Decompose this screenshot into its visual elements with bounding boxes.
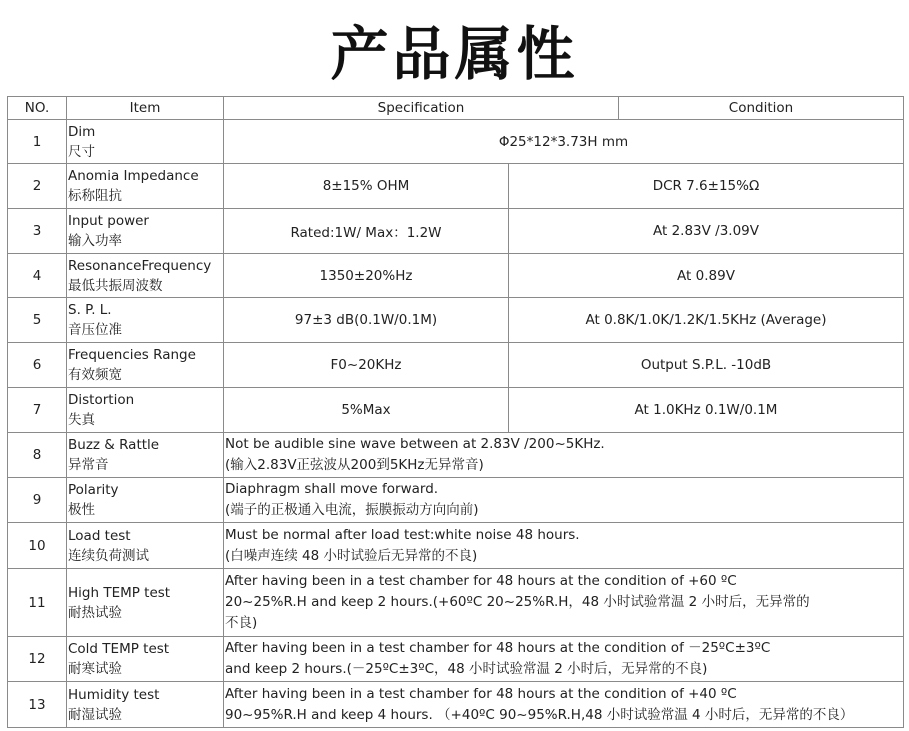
table-row	[8, 637, 904, 682]
item-cell	[67, 569, 224, 637]
spec-notes	[224, 433, 904, 478]
item-cell	[67, 343, 224, 388]
table-row	[8, 478, 904, 523]
table-row	[8, 682, 904, 728]
item-name-cn: 极性	[68, 502, 95, 518]
note-line: 90~95%R.H and keep 4 hours. （+40ºC 90~95%R.H,48 小时试验常温 4 小时后，无异常的不良）	[225, 706, 854, 723]
item-cell	[67, 164, 224, 209]
spec-value: 1350±20%Hz	[224, 254, 509, 298]
condition-value: At 2.83V /3.09V	[509, 209, 904, 254]
table-row	[8, 209, 904, 254]
item-cell	[67, 298, 224, 343]
item-name-cn: 音压位准	[68, 322, 122, 338]
item-name-cn: 异常音	[68, 457, 109, 473]
note-line: Must be normal after load test:white noise 48 hours.	[225, 526, 580, 543]
item-cell	[67, 682, 224, 728]
row-number: 1	[8, 120, 67, 164]
row-number: 3	[8, 209, 67, 254]
row-number: 11	[8, 569, 67, 637]
table-row	[8, 433, 904, 478]
row-number: 13	[8, 682, 67, 728]
header-condition: Condition	[619, 97, 904, 120]
condition-value: Output S.P.L. -10dB	[509, 343, 904, 388]
row-number: 8	[8, 433, 67, 478]
item-name-cn: 尺寸	[68, 143, 95, 160]
spec-notes	[224, 637, 904, 682]
note-line: (输入2.83V正弦波从200到5KHz无异常音)	[225, 457, 484, 473]
note-line: Diaphragm shall move forward.	[225, 481, 439, 497]
spec-notes	[224, 569, 904, 637]
item-name-cn: 失真	[68, 412, 95, 428]
table-row	[8, 523, 904, 569]
header-item: Item	[67, 97, 224, 120]
item-cell	[67, 254, 224, 298]
spec-value: Rated:1W/ Max：1.2W	[224, 209, 509, 254]
row-number: 12	[8, 637, 67, 682]
row-number: 2	[8, 164, 67, 209]
row-number: 6	[8, 343, 67, 388]
table-row	[8, 343, 904, 388]
note-line: After having been in a test chamber for 48 hours at the condition of －25ºC±3ºC	[225, 640, 771, 656]
item-cell	[67, 478, 224, 523]
item-cell	[67, 209, 224, 254]
item-name-en: Distortion	[68, 392, 135, 408]
table-header-row	[8, 97, 904, 120]
note-line: (白噪声连续 48 小时试验后无异常的不良)	[225, 547, 478, 564]
row-number: 5	[8, 298, 67, 343]
row-number: 4	[8, 254, 67, 298]
condition-value: DCR 7.6±15%Ω	[509, 164, 904, 209]
note-line: After having been in a test chamber for 48 hours at the condition of +60 ºC	[225, 573, 737, 589]
note-line: (端子的正极通入电流，振膜振动方向向前)	[225, 502, 479, 518]
table-row	[8, 388, 904, 433]
item-cell	[67, 388, 224, 433]
item-name-en: Anomia Impedance	[68, 168, 199, 184]
item-name-cn: 有效频宽	[68, 367, 122, 383]
spec-notes	[224, 523, 904, 569]
item-name-cn: 标称阻抗	[68, 188, 122, 204]
item-name-en: S. P. L.	[68, 302, 112, 318]
spec-table	[7, 96, 904, 728]
row-number: 7	[8, 388, 67, 433]
table-row	[8, 254, 904, 298]
spec-notes	[224, 478, 904, 523]
table-row	[8, 120, 904, 164]
spec-value: Φ25*12*3.73H mm	[224, 120, 904, 164]
note-line: 不良)	[225, 615, 258, 631]
item-name-en: ResonanceFrequency	[68, 257, 212, 274]
table-row	[8, 569, 904, 637]
item-name-en: Frequencies Range	[68, 347, 196, 363]
item-name-en: Load test	[68, 527, 131, 544]
condition-value: At 0.8K/1.0K/1.2K/1.5KHz (Average)	[509, 298, 904, 343]
spec-value: 5%Max	[224, 388, 509, 433]
page-title: 产品属性	[330, 20, 579, 88]
item-name-en: Input power	[68, 213, 149, 229]
header-specification: Specification	[224, 97, 619, 120]
item-cell	[67, 523, 224, 569]
note-line: 20~25%R.H and keep 2 hours.(+60ºC 20~25%R.H，48 小时试验常温 2 小时后，无异常的	[225, 594, 810, 610]
item-name-cn: 连续负荷测试	[68, 547, 149, 564]
item-name-en: High TEMP test	[68, 584, 171, 601]
condition-value: At 0.89V	[509, 254, 904, 298]
item-cell	[67, 120, 224, 164]
row-number: 10	[8, 523, 67, 569]
spec-notes	[224, 682, 904, 728]
item-name-en: Dim	[68, 123, 96, 140]
header-no: NO.	[8, 97, 67, 120]
spec-value: F0~20KHz	[224, 343, 509, 388]
item-name-en: Humidity test	[68, 686, 160, 703]
table-row	[8, 298, 904, 343]
item-name-cn: 输入功率	[68, 233, 122, 249]
item-cell	[67, 433, 224, 478]
row-number: 9	[8, 478, 67, 523]
item-name-cn: 耐热试验	[68, 604, 122, 621]
item-name-en: Buzz & Rattle	[68, 437, 160, 453]
spec-value: 97±3 dB(0.1W/0.1M)	[224, 298, 509, 343]
table-row	[8, 164, 904, 209]
condition-value: At 1.0KHz 0.1W/0.1M	[509, 388, 904, 433]
item-name-en: Cold TEMP test	[68, 641, 170, 657]
item-name-cn: 耐寒试验	[68, 661, 122, 677]
item-cell	[67, 637, 224, 682]
note-line: and keep 2 hours.(－25ºC±3ºC，48 小时试验常温 2 小时后，无异常的不良)	[225, 661, 708, 677]
note-line: Not be audible sine wave between at 2.83V /200~5KHz.	[225, 436, 605, 452]
item-name-cn: 耐湿试验	[68, 706, 122, 723]
note-line: After having been in a test chamber for 48 hours at the condition of +40 ºC	[225, 685, 737, 702]
spec-value: 8±15% OHM	[224, 164, 509, 209]
item-name-cn: 最低共振周波数	[68, 277, 163, 294]
item-name-en: Polarity	[68, 482, 119, 498]
